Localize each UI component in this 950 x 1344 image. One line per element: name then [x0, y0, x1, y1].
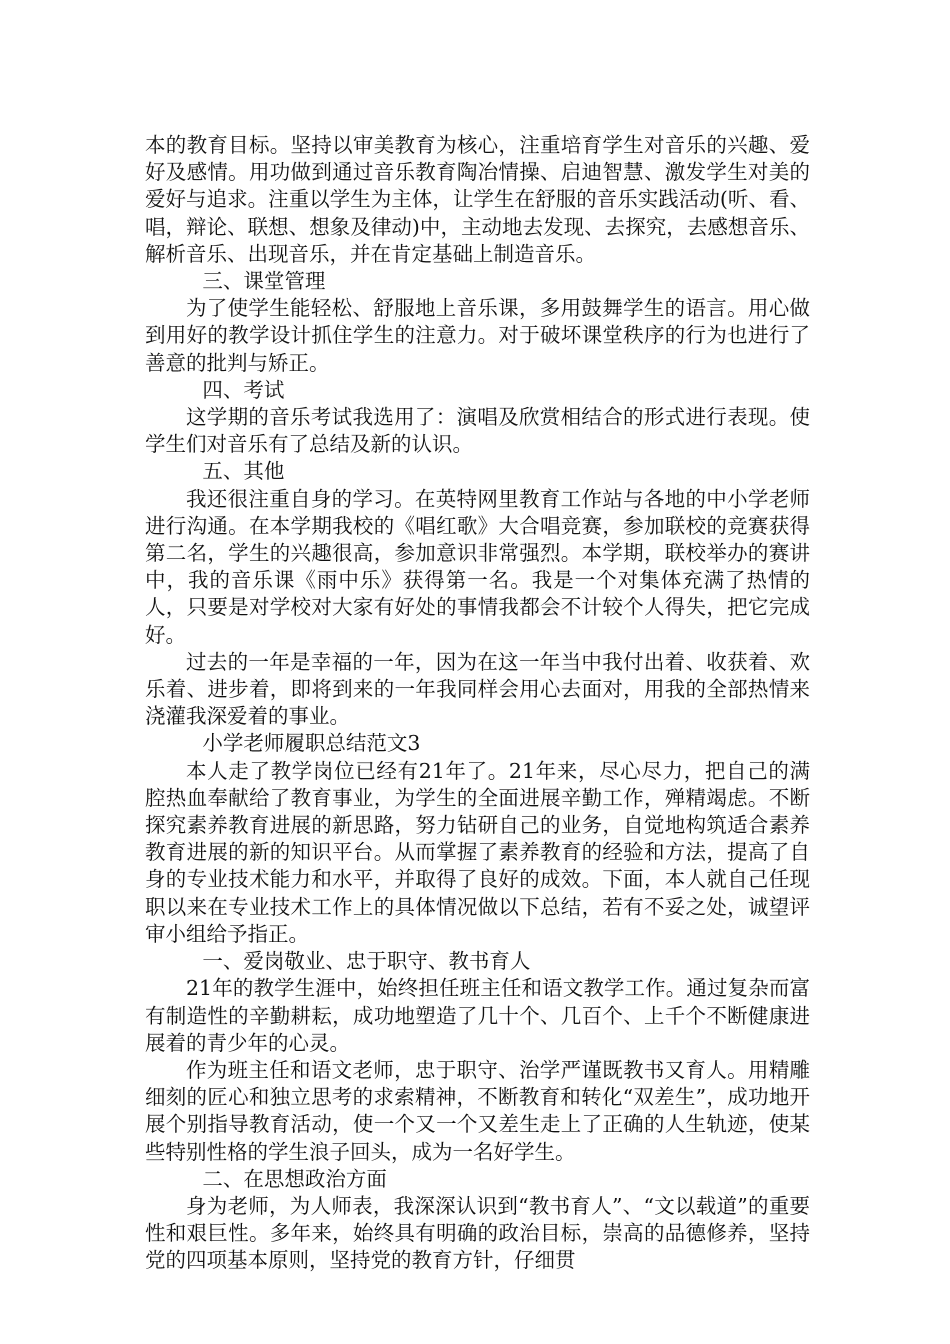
paragraph-other: 我还很注重自身的学习。在英特网里教育工作站与各地的中小学老师进行沟通。在本学期我校的《唱红歌》大合唱竞赛，参加联校的竞赛获得第二名，学生的兴趣很高，参加意识非常强烈。本学期，联校举办的赛讲中，我的音乐课《雨中乐》获得第一名。我是一个对集体充满了热情的人，只要是对学校对大家有好处的事情我都会不计较个人得失，把它完成好。 — [145, 486, 810, 647]
section-heading-exam: 四、考试 — [202, 377, 285, 402]
section-heading-dedication: 一、爱岗敬业、忠于职守、教书育人 — [202, 949, 531, 974]
paragraph-class-teacher: 作为班主任和语文老师，忠于职守、治学严谨既教书又育人。用精雕细刻的匠心和独立思考的求索精神，不断教育和转化“双差生”，成功地开展个别指导教育活动，使一个又一个又差生走上了正确的人生轨迹，使某些特别性格的学生浪子回头，成为一名好学生。 — [145, 1057, 810, 1164]
paragraph-politics: 身为老师，为人师表，我深深认识到“教书育人”、“文以载道”的重要性和艰巨性。多年来，始终具有明确的政治目标，崇高的品德修养，坚持党的四项基本原则，坚持党的教育方针，仔细贯 — [145, 1193, 810, 1273]
paragraph-past-year: 过去的一年是幸福的一年，因为在这一年当中我付出着、收获着、欢乐着、进步着，即将到来的一年我同样会用心去面对，用我的全部热情来浇灌我深爱着的事业。 — [145, 649, 810, 729]
paragraph-classroom: 为了使学生能轻松、舒服地上音乐课，多用鼓舞学生的语言。用心做到用好的教学设计抓住学生的注意力。对于破坏课堂秩序的行为也进行了善意的批判与矫正。 — [145, 296, 810, 375]
paragraph-summary-intro: 本人走了教学岗位已经有21年了。21年来，尽心尽力，把自己的满腔热血奉献给了教育事业，为学生的全面进展辛勤工作，殚精竭虑。不断探究素养教育进展的新思路，努力钻研自己的业务，自觉地构筑适合素养教育进展的新的知识平台。从而掌握了素养教育的经验和方法，提高了自身的专业技术能力和水平，并取得了良好的成效。下面，本人就自己任现职以来在专业技术工作上的具体情况做以下总结，若有不妥之处，诚望评审小组给予指正。 — [145, 758, 810, 946]
paragraph-career: 21年的教学生涯中，始终担任班主任和语文教学工作。通过复杂而富有制造性的辛勤耕耘，成功地塑造了几十个、几百个、上千个不断健康进展着的青少年的心灵。 — [145, 976, 810, 1055]
section-heading-politics: 二、在思想政治方面 — [202, 1166, 387, 1191]
document-subtitle: 小学老师履职总结范文3 — [202, 731, 421, 756]
document-body — [145, 132, 810, 1275]
section-heading-classroom: 三、课堂管理 — [202, 269, 326, 294]
paragraph-exam: 这学期的音乐考试我选用了：演唱及欣赏相结合的形式进行表现。使学生们对音乐有了总结及新的认识。 — [145, 405, 810, 457]
paragraph-intro: 本的教育目标。坚持以审美教育为核心，注重培育学生对音乐的兴趣、爱好及感情。用功做到通过音乐教育陶冶情操、启迪智慧、激发学生对美的爱好与追求。注重以学生为主体，让学生在舒服的音乐实践活动(听、看、唱，辩论、联想、想象及律动)中，主动地去发现、去探究，去感想音乐、解析音乐、出现音乐，并在肯定基础上制造音乐。 — [145, 133, 810, 266]
section-heading-other: 五、其他 — [202, 459, 285, 484]
